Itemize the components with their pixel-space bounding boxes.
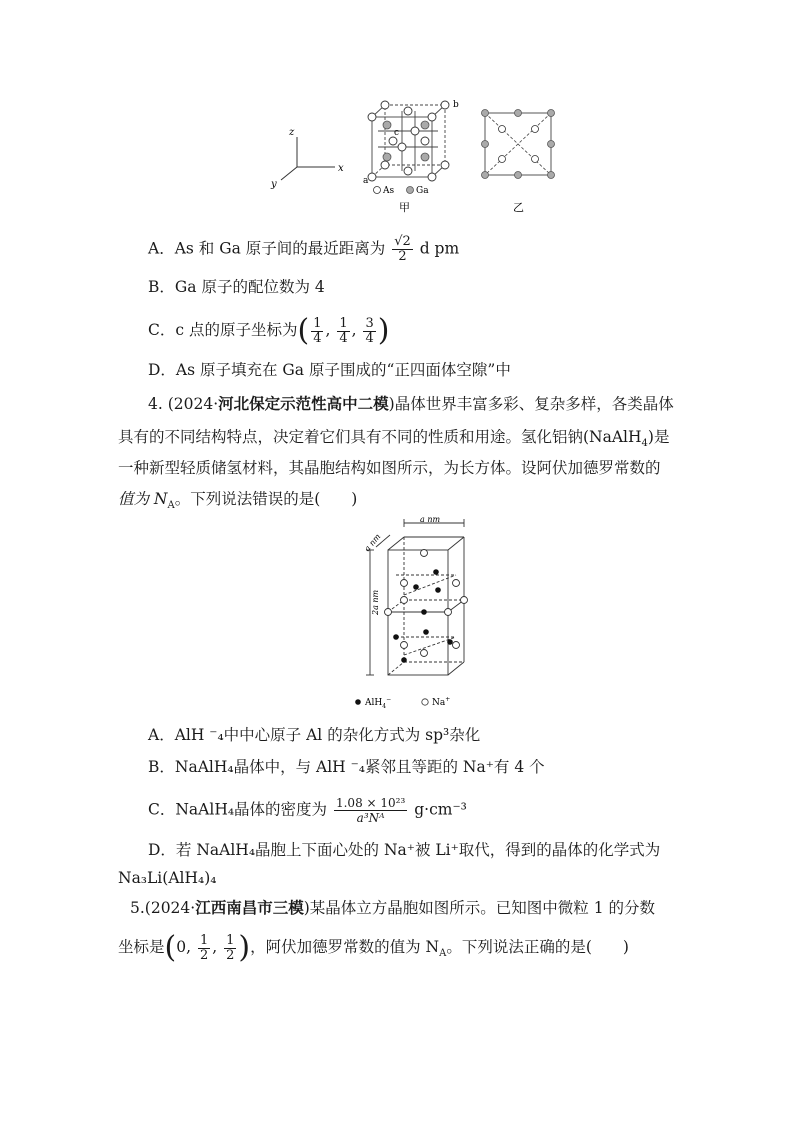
q4-stem-line2: 具有的不同结构特点，决定着它们具有不同的性质和用途。氢化铝钠(NaAlH$_4$)是 [118, 428, 670, 450]
crystal-figure-2 [340, 515, 490, 715]
fraction: $\frac{√2}{2}$ [394, 234, 411, 264]
q4-option-c: C．NaAlH₄晶体的密度为 $\frac{\text{1.08 × 10²³}}{\text{a³Nᴬ}}$ g·cm⁻³ [148, 796, 467, 825]
axis-z-label: z [289, 127, 295, 138]
q4-option-d-line2: Na₃Li(AlH₄)₄ [118, 869, 217, 887]
caption-jia: 甲 [399, 201, 410, 214]
fig2-side-label: a nm [362, 532, 383, 554]
q3-option-d: D．As 原子填充在 Ga 原子围成的“正四面体空隙”中 [148, 361, 511, 379]
axes [281, 137, 335, 180]
q4-stem-line4: 值为 $N_A$。下列说法错误的是( ) [118, 490, 358, 512]
projection-yi [482, 110, 555, 179]
q3-option-c: C．c 点的原子坐标为( $\frac{1}{4}$ , $\frac{1}{4}$ , $\frac{3}{4}$ ) [148, 313, 390, 348]
q4-stem-line1: 4. (2024·河北保定示范性高中二模)晶体世界丰富多彩、复杂多样，各类晶体 [148, 394, 674, 413]
legend-na-marker [422, 699, 428, 705]
fig2-top-label: a nm [420, 515, 441, 524]
label-b: b [453, 100, 459, 110]
legend-as: As [383, 186, 395, 196]
legend-na: Na+ [432, 696, 451, 708]
legend-as-marker [374, 187, 381, 194]
q4-option-b: B．NaAlH₄晶体中，与 AlH ⁻₄紧邻且等距的 Na⁺有 4 个 [148, 758, 545, 776]
fig2-height-label: 2a nm [371, 589, 380, 615]
q3-option-a: A．As 和 Ga 原子间的最近距离为 $\frac{√2}{2}$ d pm [148, 234, 460, 264]
q3-option-b: B．Ga 原子的配位数为 4 [148, 278, 325, 296]
q4-option-a: A．AlH ⁻₄中中心原子 Al 的杂化方式为 sp³杂化 [148, 726, 481, 744]
legend-ga-marker [407, 187, 414, 194]
label-a: a [363, 176, 369, 186]
axis-y-label: y [271, 179, 277, 190]
legend-alh-marker [355, 699, 361, 705]
q5-stem-line1: 5.(2024·江西南昌市三模)某晶体立方晶胞如图所示。已知图中微粒 1 的分数 [130, 898, 655, 917]
legend-ga: Ga [416, 186, 429, 196]
q4-option-d-line1: D．若 NaAlH₄晶胞上下面心处的 Na⁺被 Li⁺取代，得到的晶体的化学式为 [148, 841, 661, 859]
q4-stem-line3: 一种新型轻质储氢材料，其晶胞结构如图所示，为长方体。设阿伏加德罗常数的 [118, 459, 661, 477]
legend-alh: AlH$_4$− [365, 696, 392, 710]
q5-stem-line2: 坐标是(0, $\frac{1}{2}$ , $\frac{1}{2}$ )，阿伏加德罗常数的值为 $N_A$。下列说法正确的是( ) [118, 930, 629, 965]
caption-yi: 乙 [513, 201, 524, 214]
label-c: c [394, 128, 400, 138]
crystal-figure-1 [265, 95, 565, 220]
axis-x-label: x [338, 163, 344, 174]
